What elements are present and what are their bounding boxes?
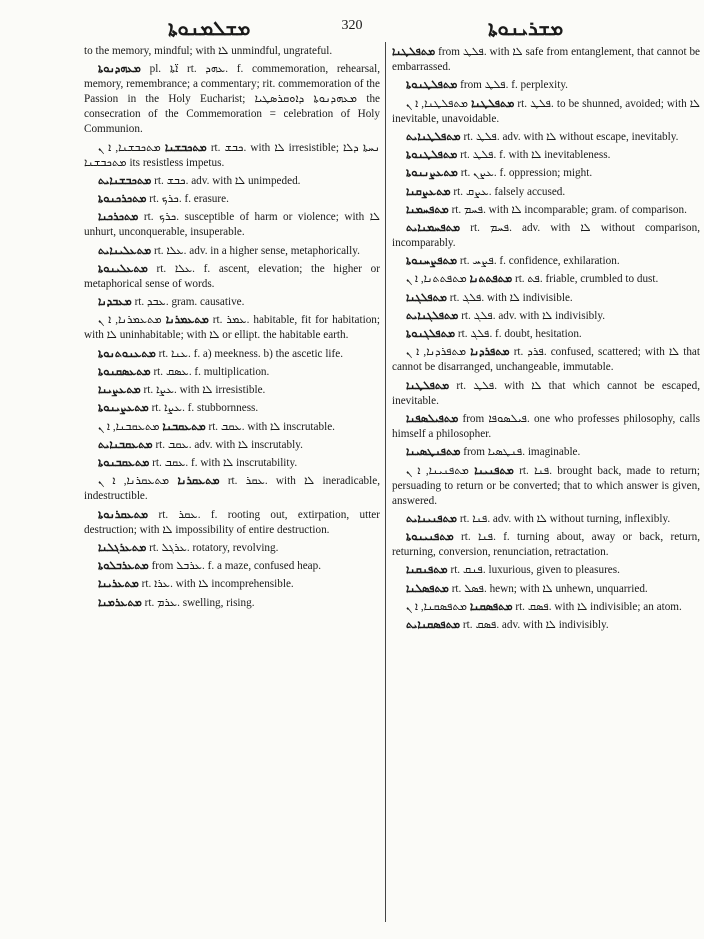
dictionary-entry: [84, 173, 380, 189]
dictionary-entry: [392, 581, 700, 597]
dictionary-entry: [392, 511, 700, 527]
dictionary-entry: [392, 44, 700, 75]
dictionary-entry: [84, 346, 380, 362]
entry-definition: to the memory, mindful; with ܠܐ unmindful, ungrateful.: [84, 45, 333, 57]
entry-definition: rt. ܦܚܡ. with ܠܐ incomparable; gram. of comparison.: [451, 203, 687, 216]
entry-definition: rt. ܥܩܒ. f. with ܠܐ inscrutability.: [152, 457, 298, 470]
entry-headword: ܡܥܗܕܢܘܬܐ: [98, 62, 141, 76]
entry-headword: ܡܬܥܨܝܢܘܬܐ: [98, 401, 149, 415]
dictionary-entry: [84, 44, 380, 59]
entry-definition: from ܦܠܛ. f. perplexity.: [460, 79, 568, 92]
header-right-catchword: ܡܫܪܝܢܘܬܐ: [488, 16, 564, 40]
entry-definition: rt. ܥܨܩ. falsely accused.: [453, 185, 566, 198]
entry-definition: rt. ܟܪܟ. f. erasure.: [149, 193, 229, 206]
entry-definition: pl. ܐ̈ܬܐ rt. ܥܗܕ. f. commemoration, rehearsal, memory, remembrance; a commentary; rit. commemoration of the Passion in the Holy Eucharist; ܡܥܗܕܢܘܬܐ ܕܐܘܩܪܣܛܝܐ the consecration of the Commemoration = celebration of Holy Communion.: [84, 63, 380, 136]
entry-headword: ܡܬܥܨܝܢܐ: [98, 383, 141, 397]
entry-headword: ܡܬܦܢܩܢܐ: [406, 563, 448, 577]
dictionary-entry: [84, 243, 380, 259]
dictionary-entry: [84, 558, 380, 574]
entry-definition: ܡܬܥܩܪܢܐ, ܐ ܢ rt. ܥܩܪ. with ܠܐ ineradicable, indestructible.: [84, 475, 380, 503]
entry-headword: ܡܬܦܠܛܢܐ: [406, 378, 450, 392]
dictionary-entry: [84, 261, 380, 292]
entry-headword: ܡܬܦܢܝܢܘܬܐ: [406, 530, 454, 544]
dictionary-entry: [84, 294, 380, 310]
entry-headword: ܡܬܦܠܛܢܐ: [471, 96, 515, 110]
entry-definition: rt. ܟܒܫ. adv. with ܠܐ unimpeded.: [154, 174, 301, 187]
entry-definition: rt. ܦܣܠ. hewn; with ܠܐ unhewn, unquarried.: [451, 582, 648, 595]
entry-headword: ܡܬܦܢܛܣܝܢܐ: [406, 445, 461, 459]
entry-definition: rt. ܦܠܛ. f. with ܠܐ inevitableness.: [460, 149, 611, 162]
dictionary-entry: [84, 209, 380, 240]
entry-headword: ܡܬܦܚܡܢܐܝܬ: [406, 220, 461, 234]
entry-definition: ܡܬܦܬܬܢܐ, ܐ ܢ rt. ܦܬ. friable, crumbled to dust.: [406, 273, 659, 286]
entry-headword: ܡܬܥܩܒܢܐ: [162, 419, 206, 433]
entry-headword: ܡܬܦܠܛܢܐ: [392, 45, 436, 58]
dictionary-entry: [392, 253, 700, 269]
entry-headword: ܡܬܦܝܠܣܦܢܐ: [406, 411, 459, 425]
dictionary-entry: [392, 308, 700, 324]
dictionary-entry: [392, 147, 700, 163]
entry-definition: ܡܬܥܡܪܢܐ, ܐ ܢ rt. ܥܡܪ. habitable, fit for habitation; with ܠܐ uninhabitable; with ܠܐ or ellipt. the habitable earth.: [84, 314, 380, 342]
entry-definition: rt. ܦܠܛ. with ܠܐ that which cannot be escaped, inevitable.: [392, 379, 700, 407]
dictionary-entry: [392, 411, 700, 442]
entry-definition: rt. ܥܨܢ. f. oppression; might.: [460, 167, 593, 180]
entry-definition: rt. ܦܠܓ. f. doubt, hesitation.: [457, 328, 582, 341]
dictionary-entry: [84, 61, 380, 137]
dictionary-entry: [392, 463, 700, 509]
entry-definition: rt. ܦܨܚ. f. confidence, exhilaration.: [459, 255, 620, 268]
page-number: 320: [341, 18, 363, 33]
entry-definition: ܡܬܦܠܛܢܐ, ܐ ܢ rt. ܦܠܛ. to be shunned, avoided; with ܠܐ inevitable, unavoidable.: [392, 97, 700, 125]
entry-headword: ܡܬܦܚܡܢܐ: [406, 202, 449, 216]
entry-definition: rt. ܥܣܩ. f. multiplication.: [153, 365, 270, 378]
entry-headword: ܡܬܦܢܝܢܐܝܬ: [406, 511, 458, 525]
entry-headword: ܡܬܦܠܓܢܘܬܐ: [406, 327, 456, 341]
entry-headword: ܡܬܟܒܫܢܐܝܬ: [98, 173, 152, 187]
entry-definition: from ܦܝܠܣܘܦܐ. one who professes philosophy, calls himself a philosopher.: [392, 412, 700, 441]
entry-headword: ܡܬܦܠܛܢܐܝܬ: [406, 129, 461, 143]
entry-definition: rt. ܥܪܓܠ. rotatory, revolving.: [149, 541, 279, 554]
entry-definition: rt. ܥܨܐ. with ܠܐ irresistible.: [143, 384, 266, 397]
entry-headword: ܡܬܦܨܚܢܘܬܐ: [406, 254, 458, 268]
entry-headword: ܡܬܥܩܒܢܘܬܐ: [98, 456, 150, 470]
dictionary-entry: [84, 595, 380, 611]
entry-definition: rt. ܥܠܐ. adv. in a higher sense, metaphorically.: [153, 244, 360, 257]
entry-headword: ܡܬܥܠܝܢܘܬܐ: [98, 261, 148, 275]
dictionary-entry: [84, 455, 380, 471]
dictionary-entry: [392, 184, 700, 200]
dictionary-entry: [84, 140, 380, 171]
entry-headword: ܡܬܥܪܓܠܢܐ: [98, 540, 147, 554]
entry-definition: ܡܬܦܢܝܢܐ, ܐ ܢ rt. ܦܢܐ. brought back, made to return; persuading to return or be converted; that to which answer is given, answered.: [392, 464, 700, 507]
entry-headword: ܡܬܦܣܩܢܐܝܬ: [406, 618, 461, 632]
entry-definition: from ܦܢܛܣܝܐ. imaginable.: [463, 446, 581, 459]
dictionary-entry: [392, 271, 700, 287]
entry-headword: ܡܬܥܢܘܬܢܘܬܐ: [98, 346, 156, 360]
entry-headword: ܡܬܥܪܡܢܐ: [98, 595, 142, 609]
entry-definition: rt. ܦܢܐ. adv. with ܠܐ without turning, inflexibly.: [459, 512, 671, 525]
dictionary-entry: [392, 562, 700, 578]
entry-headword: ܡܬܦܠܛܢܘܬܐ: [406, 148, 458, 162]
entry-headword: ܡܬܦܪܕܢܐ: [470, 345, 510, 359]
entry-definition: rt. ܦܣܩ. adv. with ܠܐ indivisibly.: [462, 619, 609, 632]
entry-definition: from ܦܠܛ. with ܠܐ safe from entanglement, that cannot be embarrassed.: [392, 46, 700, 74]
entry-headword: ܡܬܦܣܩܢܐ: [469, 599, 513, 613]
entry-definition: rt. ܟܪܟ. susceptible of harm or violence; with ܠܐ unhurt, unconquerable, insuperable.: [84, 211, 380, 239]
entry-definition: rt. ܥܒܕ. gram. causative.: [134, 296, 245, 309]
entry-headword: ܡܬܥܩܒܢܐܝܬ: [98, 437, 153, 451]
entry-headword: ܡܬܥܩܪܢܐ: [177, 474, 220, 488]
dictionary-entry: [392, 96, 700, 127]
dictionary-entry: [392, 326, 700, 342]
dictionary-entry: [392, 77, 700, 93]
entry-headword: ܡܬܥܨܩܢܐ: [406, 184, 451, 198]
dictionary-entry: [392, 344, 700, 375]
entry-definition: rt. ܦܠܛ. adv. with ܠܐ without escape, inevitably.: [463, 130, 679, 143]
entry-definition: rt. ܦܠܓ. with ܠܐ indivisible.: [449, 291, 573, 304]
entry-headword: ܡܬܥܪܝܢܐ: [98, 577, 139, 591]
dictionary-entry: [84, 507, 380, 538]
dictionary-entry: [84, 400, 380, 416]
entry-headword: ܡܬܟܪܟܢܘܬܐ: [98, 192, 147, 206]
entry-headword: ܡܬܦܠܓܢܐܝܬ: [406, 308, 459, 322]
entry-definition: rt. ܥܢܐ. f. a) meekness. b) the ascetic life.: [158, 347, 344, 360]
dictionary-entry: [84, 312, 380, 343]
dictionary-entry: [84, 191, 380, 207]
entry-headword: ܡܬܥܨܢܢܘܬܐ: [406, 166, 458, 180]
entry-headword: ܡܬܟܪܟܢܐ: [98, 210, 139, 224]
dictionary-entry: [392, 202, 700, 218]
entry-definition: rt. ܥܨܐ. f. stubbornness.: [151, 402, 259, 415]
entry-headword: ܡܬܦܬܬܢܐ: [469, 272, 513, 286]
dictionary-entry: [392, 129, 700, 145]
dictionary-entry: [392, 220, 700, 251]
dictionary-entry: [84, 473, 380, 504]
dictionary-entry: [392, 444, 700, 460]
entry-headword: ܡܬܥܠܝܢܐܝܬ: [98, 243, 152, 257]
column-divider: [385, 42, 386, 922]
dictionary-entry: [84, 437, 380, 453]
entry-headword: ܡܬܦܣܠܢܐ: [406, 581, 449, 595]
dictionary-entry: [392, 529, 700, 560]
dictionary-entry: [84, 382, 380, 398]
entry-definition: rt. ܦܢܩ. luxurious, given to pleasures.: [450, 564, 620, 577]
entry-definition: rt. ܥܪܡ. swelling, rising.: [144, 596, 255, 609]
entry-headword: ܡܬܦܠܛܢܘܬܐ: [406, 78, 458, 92]
dictionary-entry: [392, 165, 700, 181]
entry-definition: ܡܬܦܣܩܢܐ, ܐ ܢ rt. ܦܣܩ. with ܠܐ indivisible; an atom.: [406, 600, 682, 613]
entry-headword: ܡܬܥܡܪܢܐ: [165, 313, 209, 327]
dictionary-entry: [392, 599, 700, 615]
entry-headword: ܡܬܥܪܒܠܘܬܐ: [98, 559, 149, 573]
header-left-catchword: ܡܫܠܡܢܘܬܐ: [168, 16, 251, 40]
dictionary-entry: [392, 617, 700, 633]
entry-headword: ܡܬܥܩܪܢܘܬܐ: [98, 507, 149, 521]
entry-definition: ܡܬܥܩܒܢܐ, ܐ ܢ rt. ܥܩܒ. with ܠܐ inscrutable.: [98, 420, 335, 433]
dictionary-entry: [84, 540, 380, 556]
right-column: [392, 44, 700, 924]
entry-definition: rt. ܦܚܡ. adv. with ܠܐ without comparison, incomparably.: [392, 221, 700, 250]
page-header: [0, 14, 704, 40]
entry-definition: rt. ܥܩܒ. adv. with ܠܐ inscrutably.: [155, 438, 303, 451]
entry-headword: ܡܬܦܢܝܢܐ: [474, 463, 514, 477]
dictionary-entry: [84, 364, 380, 380]
entry-definition: from ܥܪܒܠ. f. a maze, confused heap.: [151, 560, 322, 573]
dictionary-entry: [84, 576, 380, 592]
dictionary-entry: [392, 378, 700, 409]
entry-headword: ܡܥܒܕܢܐ: [98, 295, 132, 309]
entry-definition: rt. ܥܩܪ. f. rooting out, extirpation, utter destruction; with ܠܐ impossibility of entire destruction.: [84, 508, 380, 536]
dictionary-entry: [84, 419, 380, 435]
entry-definition: rt. ܥܪܐ. with ܠܐ incomprehensible.: [141, 578, 294, 591]
entry-headword: ܡܬܟܒܫܢܐ: [164, 140, 207, 154]
left-column: [84, 44, 380, 924]
entry-definition: rt. ܥܠܐ. f. ascent, elevation; the higher or metaphorical sense of words.: [84, 262, 380, 290]
entry-definition: ܡܬܦܪܕܢܐ, ܐ ܢ rt. ܦܪܕ. confused, scattered; with ܠܐ that cannot be disarranged, unchangeable, immutable.: [392, 346, 700, 374]
entry-definition: rt. ܦܠܓ. adv. with ܠܐ indivisibly.: [461, 309, 606, 322]
entry-headword: ܡܬܦܠܓܢܐ: [406, 290, 447, 304]
dictionary-entry: [392, 290, 700, 306]
entry-headword: ܡܬܥܣܩܢܘܬܐ: [98, 364, 151, 378]
entry-definition: ܡܬܟܒܫܢܐ, ܐ ܢ rt. ܟܒܫ. with ܠܐ irresistible; ܢܚܬܐ ܕܠܐ ܡܬܟܒܫܢܐ its resistless impetus.: [84, 141, 380, 169]
entry-definition: rt. ܦܢܐ. f. turning about, away or back, return, returning, conversion, renunciation, retractation.: [392, 531, 700, 559]
